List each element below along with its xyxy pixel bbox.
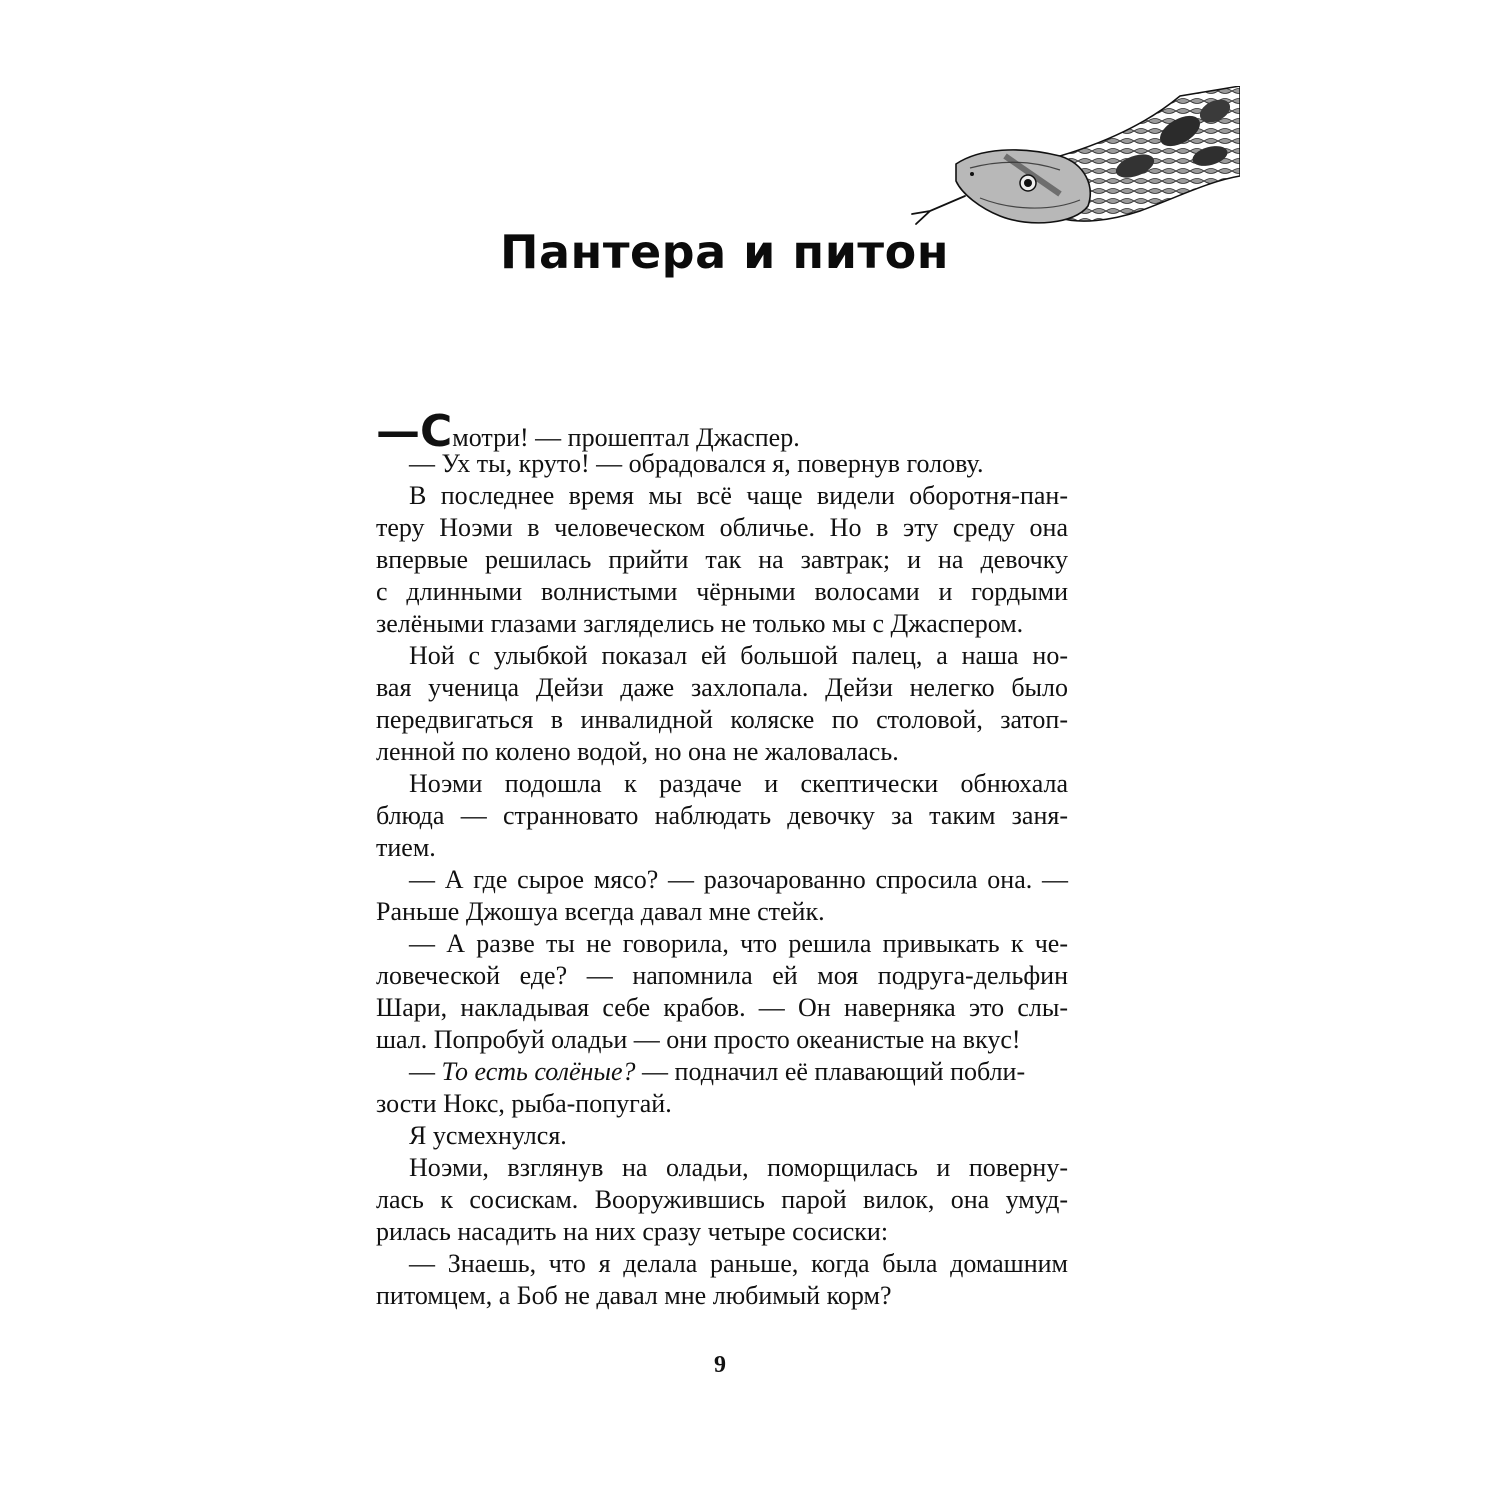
paragraph-line: вая ученица Дейзи даже захлопала. Дейзи нелегко было	[376, 673, 1068, 702]
paragraph-line: передвигаться в инвалидной коляске по столовой, затоп-	[376, 705, 1068, 734]
paragraph-line: лась к сосискам. Вооружившись парой вилок, она умуд-	[376, 1185, 1068, 1214]
chapter-title: Пантера и питон	[500, 225, 949, 279]
paragraph-line: Я усмехнулся.	[409, 1121, 567, 1150]
paragraph-line: — Ух ты, круто! — обрадовался я, повернув голову.	[409, 449, 984, 478]
paragraph-line: теру Ноэми в человеческом обличье. Но в эту среду она	[376, 513, 1068, 542]
paragraph-line: Ноэми, взглянув на оладьи, поморщилась и поверну-	[409, 1153, 1068, 1182]
paragraph-line: шал. Попробуй оладьи — они просто океанистые на вкус!	[376, 1025, 1021, 1054]
paragraph-line: питомцем, а Боб не давал мне любимый корм?	[376, 1281, 892, 1310]
paragraph-line: — А где сырое мясо? — разочарованно спросила она. —	[409, 865, 1068, 894]
paragraph-line: Ной с улыбкой показал ей большой палец, а наша но-	[409, 641, 1068, 670]
line-text: —	[409, 1057, 442, 1086]
line-text: мотри! — прошептал Джаспер.	[452, 423, 800, 452]
body-text	[376, 406, 1068, 1312]
paragraph-line: Шари, накладывая себе крабов. — Он наверняка это слы-	[376, 993, 1068, 1022]
line-text: — подначил её плавающий побли-	[635, 1057, 1026, 1086]
paragraph-line	[376, 406, 1068, 457]
snake-illustration	[910, 86, 1240, 246]
paragraph-line: В последнее время мы всё чаще видели оборотня-пан-	[409, 481, 1068, 510]
drop-cap: —С	[376, 406, 453, 457]
paragraph-line: Раньше Джошуа всегда давал мне стейк.	[376, 897, 825, 926]
paragraph-line: ловеческой еде? — напомнила ей моя подруга-дельфин	[376, 961, 1068, 990]
paragraph-line: зелёными глазами загляделись не только мы с Джаспером.	[376, 609, 1024, 638]
paragraph-line: тием.	[376, 833, 436, 862]
paragraph-line	[376, 1056, 1068, 1088]
paragraph-line: Ноэми подошла к раздаче и скептически обнюхала	[409, 769, 1068, 798]
paragraph-line: — Знаешь, что я делала раньше, когда была домашним	[409, 1249, 1068, 1278]
paragraph-line: — А разве ты не говорила, что решила привыкать к че-	[409, 929, 1068, 958]
italic-phrase: То есть солёные?	[441, 1057, 636, 1086]
paragraph-line: ленной по колено водой, но она не жаловалась.	[376, 737, 899, 766]
paragraph-line: с длинными волнистыми чёрными волосами и гордыми	[376, 577, 1068, 606]
paragraph-line: зости Нокс, рыба-попугай.	[376, 1089, 672, 1118]
paragraph-line: впервые решилась прийти так на завтрак; и на девочку	[376, 545, 1068, 574]
paragraph-line: рилась насадить на них сразу четыре сосиски:	[376, 1217, 889, 1246]
page-number: 9	[714, 1352, 726, 1378]
paragraph-line: блюда — странновато наблюдать девочку за таким заня-	[376, 801, 1068, 830]
